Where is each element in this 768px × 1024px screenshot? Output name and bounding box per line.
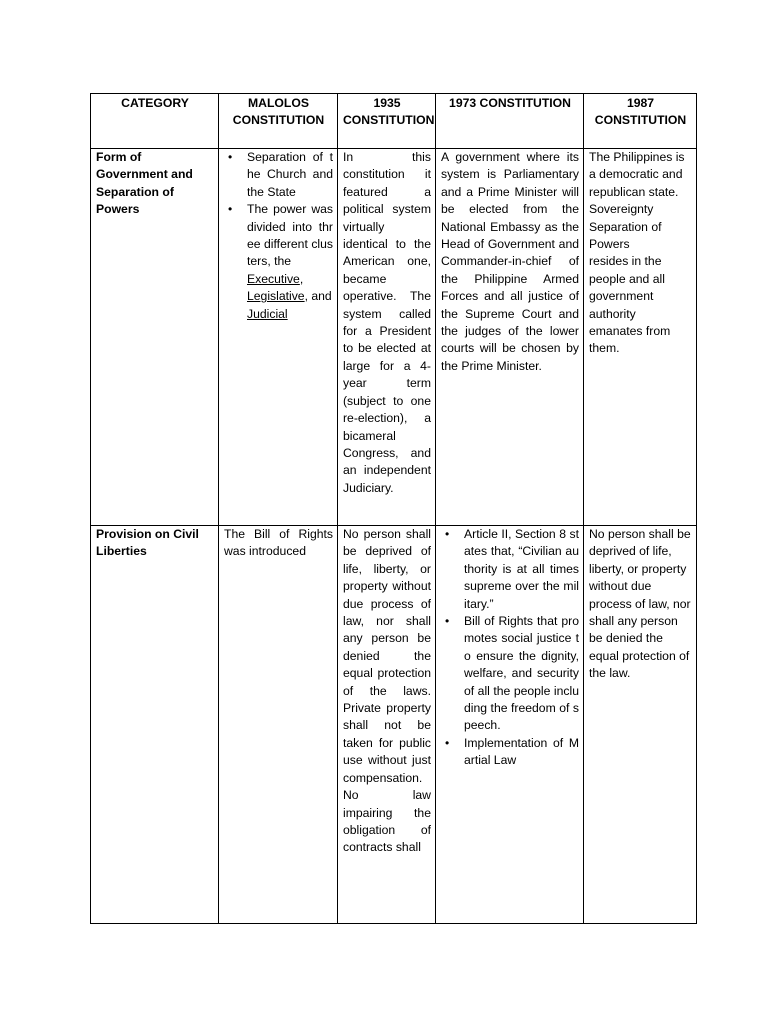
list-item xyxy=(441,526,579,613)
text-1987-line3: resides in the people and all government authority emanates from them. xyxy=(589,254,671,356)
header-category: CATEGORY xyxy=(91,94,219,149)
cell-1973-form-of-government: A government where its system is Parliamentary and a Prime Minister will be elected from the National Embassy as the Head of Government and Commander-in-chief of the Philippine Armed Forces and all justice of the Supreme Court and the judges of the lower courts will be chosen by the Prime Minister. xyxy=(436,149,584,526)
executive-text: Executive xyxy=(247,271,300,286)
header-1973: 1973 CONSTITUTION xyxy=(436,94,584,149)
table-row-form-of-government xyxy=(91,149,697,526)
cell-1935-civil-liberties xyxy=(338,526,436,924)
table-header-row xyxy=(91,94,697,149)
list-item xyxy=(224,149,333,201)
cell-1973-civil-liberties xyxy=(436,526,584,924)
text-1987-line2: Sovereignty Separation of Powers xyxy=(589,202,662,252)
cell-1987-civil-liberties: No person shall be deprived of life, liberty, or property without due process of law, nor shall any person be denied the equal protection of the law. xyxy=(584,526,697,924)
header-1935: 1935 CONSTITUTION xyxy=(338,94,436,149)
header-1987: 1987 CONSTITUTION xyxy=(584,94,697,149)
bullet-text: Implementation of Martial Law xyxy=(464,735,579,768)
comma-and-text: , and xyxy=(304,289,332,304)
header-malolos: MALOLOS CONSTITUTION xyxy=(219,94,338,149)
list-item xyxy=(441,613,579,735)
bullet-icon: • xyxy=(445,614,450,629)
clipped-text-1935: No person shall be deprived of life, liberty, or property without due process of law, nor shall any person be denied the equal protection of the laws. Private property shall not be taken for public use without just compensation. No law impairing the obligation of contracts shall xyxy=(343,527,431,855)
bullet-icon: • xyxy=(228,150,233,164)
bullet-icon: • xyxy=(445,735,450,750)
malolos-bullet-list xyxy=(224,149,333,323)
cell-malolos-civil-liberties: The Bill of Rights was introduced xyxy=(219,526,338,924)
bullet-icon: • xyxy=(228,202,233,217)
legislative-text: Legislative xyxy=(247,289,305,304)
cell-malolos-form-of-government xyxy=(219,149,338,526)
bullet-icon: • xyxy=(445,527,450,541)
category-civil-liberties: Provision on Civil Liberties xyxy=(91,526,219,924)
legislative-line xyxy=(247,288,333,305)
bullet-text: Article II, Section 8 states that, “Civilian authority is at all times supreme over the military.” xyxy=(464,527,579,611)
text-1987-line1: The Philippines is a democratic and republican state. xyxy=(589,150,685,199)
list-item xyxy=(224,201,333,323)
bullet-text: The power was divided into three different clusters, the xyxy=(247,202,333,269)
table-row-civil-liberties xyxy=(91,526,697,924)
comma-text: , xyxy=(299,271,304,286)
bullet-text: Bill of Rights that promotes social justice to ensure the dignity, welfare, and security of all the people including the freedom of speech. xyxy=(464,614,579,733)
constitution-comparison-table xyxy=(90,93,697,924)
category-form-of-government: Form of Government and Separation of Powers xyxy=(91,149,219,526)
cell-1935-form-of-government: In this constitution it featured a political system virtually identical to the American one, became operative. The system called for a President to be elected at large for a 4-year term (subject to one re-election), a bicameral Congress, and an independent Judiciary. xyxy=(338,149,436,526)
judicial-text: Judicial xyxy=(247,306,288,321)
bullet-text: Separation of the Church and the State xyxy=(247,150,333,199)
1973-bullet-list xyxy=(441,526,579,770)
executive-line xyxy=(247,271,333,288)
cell-1987-form-of-government xyxy=(584,149,697,526)
list-item xyxy=(441,735,579,770)
